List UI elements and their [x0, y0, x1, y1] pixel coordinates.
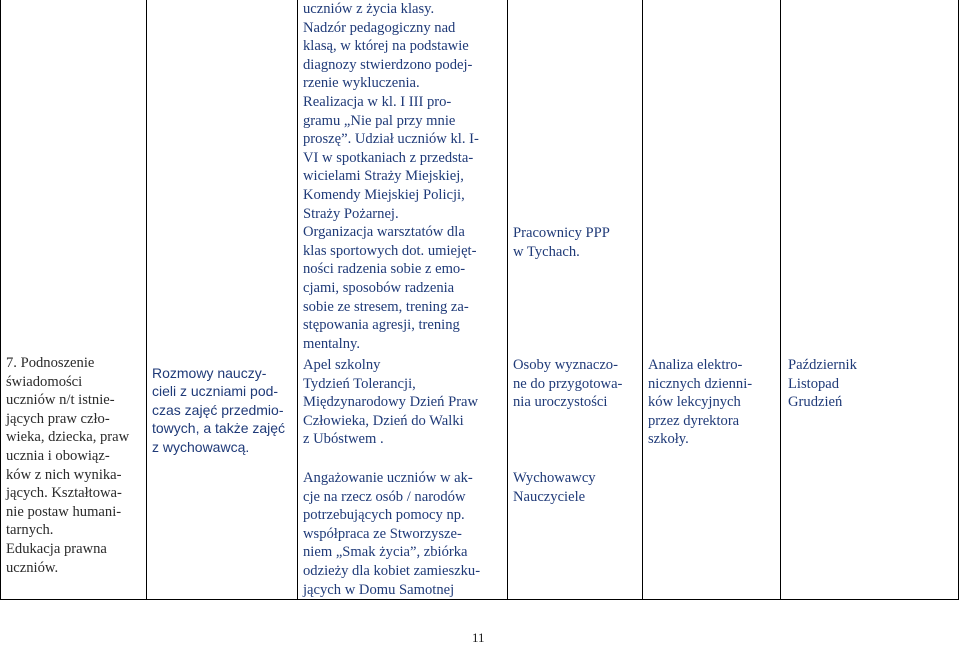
- table-divider-col5: [780, 0, 781, 600]
- cell-activities-3: [303, 469, 505, 599]
- cell-responsible-1: [513, 224, 641, 261]
- responsible-text-1: Pracownicy PPP w Tychach.: [513, 225, 610, 260]
- cell-activities-2: [303, 356, 505, 449]
- table-divider-col1: [146, 0, 147, 600]
- page-number: 11: [472, 630, 485, 645]
- table-border-left: [0, 0, 1, 600]
- table-divider-col2: [297, 0, 298, 600]
- cell-evaluation: [648, 356, 778, 449]
- responsible-text-3: Wychowawcy Nauczyciele: [513, 470, 596, 505]
- evaluation-text: Analiza elektro- nicznych dzienni- ków lekcyjnych przez dyrektora szkoły.: [648, 357, 753, 448]
- methods-text: Rozmowy nauczy- cieli z uczniami pod- czas zajęć przedmio- towych, a także zajęć z wychowawcą.: [152, 365, 286, 455]
- table-border-right: [958, 0, 959, 600]
- activities-text-3: Angażowanie uczniów w ak- cje na rzecz osób / narodów potrzebujących pomocy np. współpraca ze Stworzysze- niem „Smak życia”, zbiórka odzieży dla kobiet zamieszku- jących w Domu Samotnej: [303, 470, 481, 598]
- cell-methods: [152, 364, 296, 456]
- goal-text: 7. Podnoszenie świadomości uczniów n/t istnie- jących praw czło- wieka, dziecka, praw ucznia i obowiąz- ków z nich wynika- jących. Kształtowa- nie postaw humani- tarnych. Edukacja prawna uczniów.: [6, 355, 130, 576]
- cell-schedule: [788, 356, 953, 412]
- cell-responsible-3: [513, 469, 641, 506]
- schedule-text: Październik Listopad Grudzień: [788, 357, 857, 411]
- activities-text-1: uczniów z życia klasy. Nadzór pedagogiczny nad klasą, w której na podstawie diagnozy stwierdzono podej- rzenie wykluczenia. Realizacja w kl. I III pro- gramu „Nie pal przy mnie proszę”. Udział uczniów kl. I- VI w spotkaniach z przedsta- wicielami Straży Miejskiej, Komendy Miejskiej Policji, Straży Pożarnej. Organizacja warsztatów dla klas sportowych dot. umiejęt- ności radzenia sobie z emo- cjami, sposobów radzenia sobie ze stresem, trening za- stępowania agresji, trening mentalny.: [303, 1, 479, 352]
- responsible-text-2: Osoby wyznaczo- ne do przygotowa- nia uroczystości: [513, 357, 623, 411]
- cell-goal: [6, 354, 144, 577]
- cell-activities-1: [303, 0, 505, 353]
- cell-responsible-2: [513, 356, 641, 412]
- table-divider-col4: [642, 0, 643, 600]
- table-divider-col3: [507, 0, 508, 600]
- activities-text-2: Apel szkolny Tydzień Tolerancji, Międzynarodowy Dzień Praw Człowieka, Dzień do Walki z Ubóstwem .: [303, 357, 479, 448]
